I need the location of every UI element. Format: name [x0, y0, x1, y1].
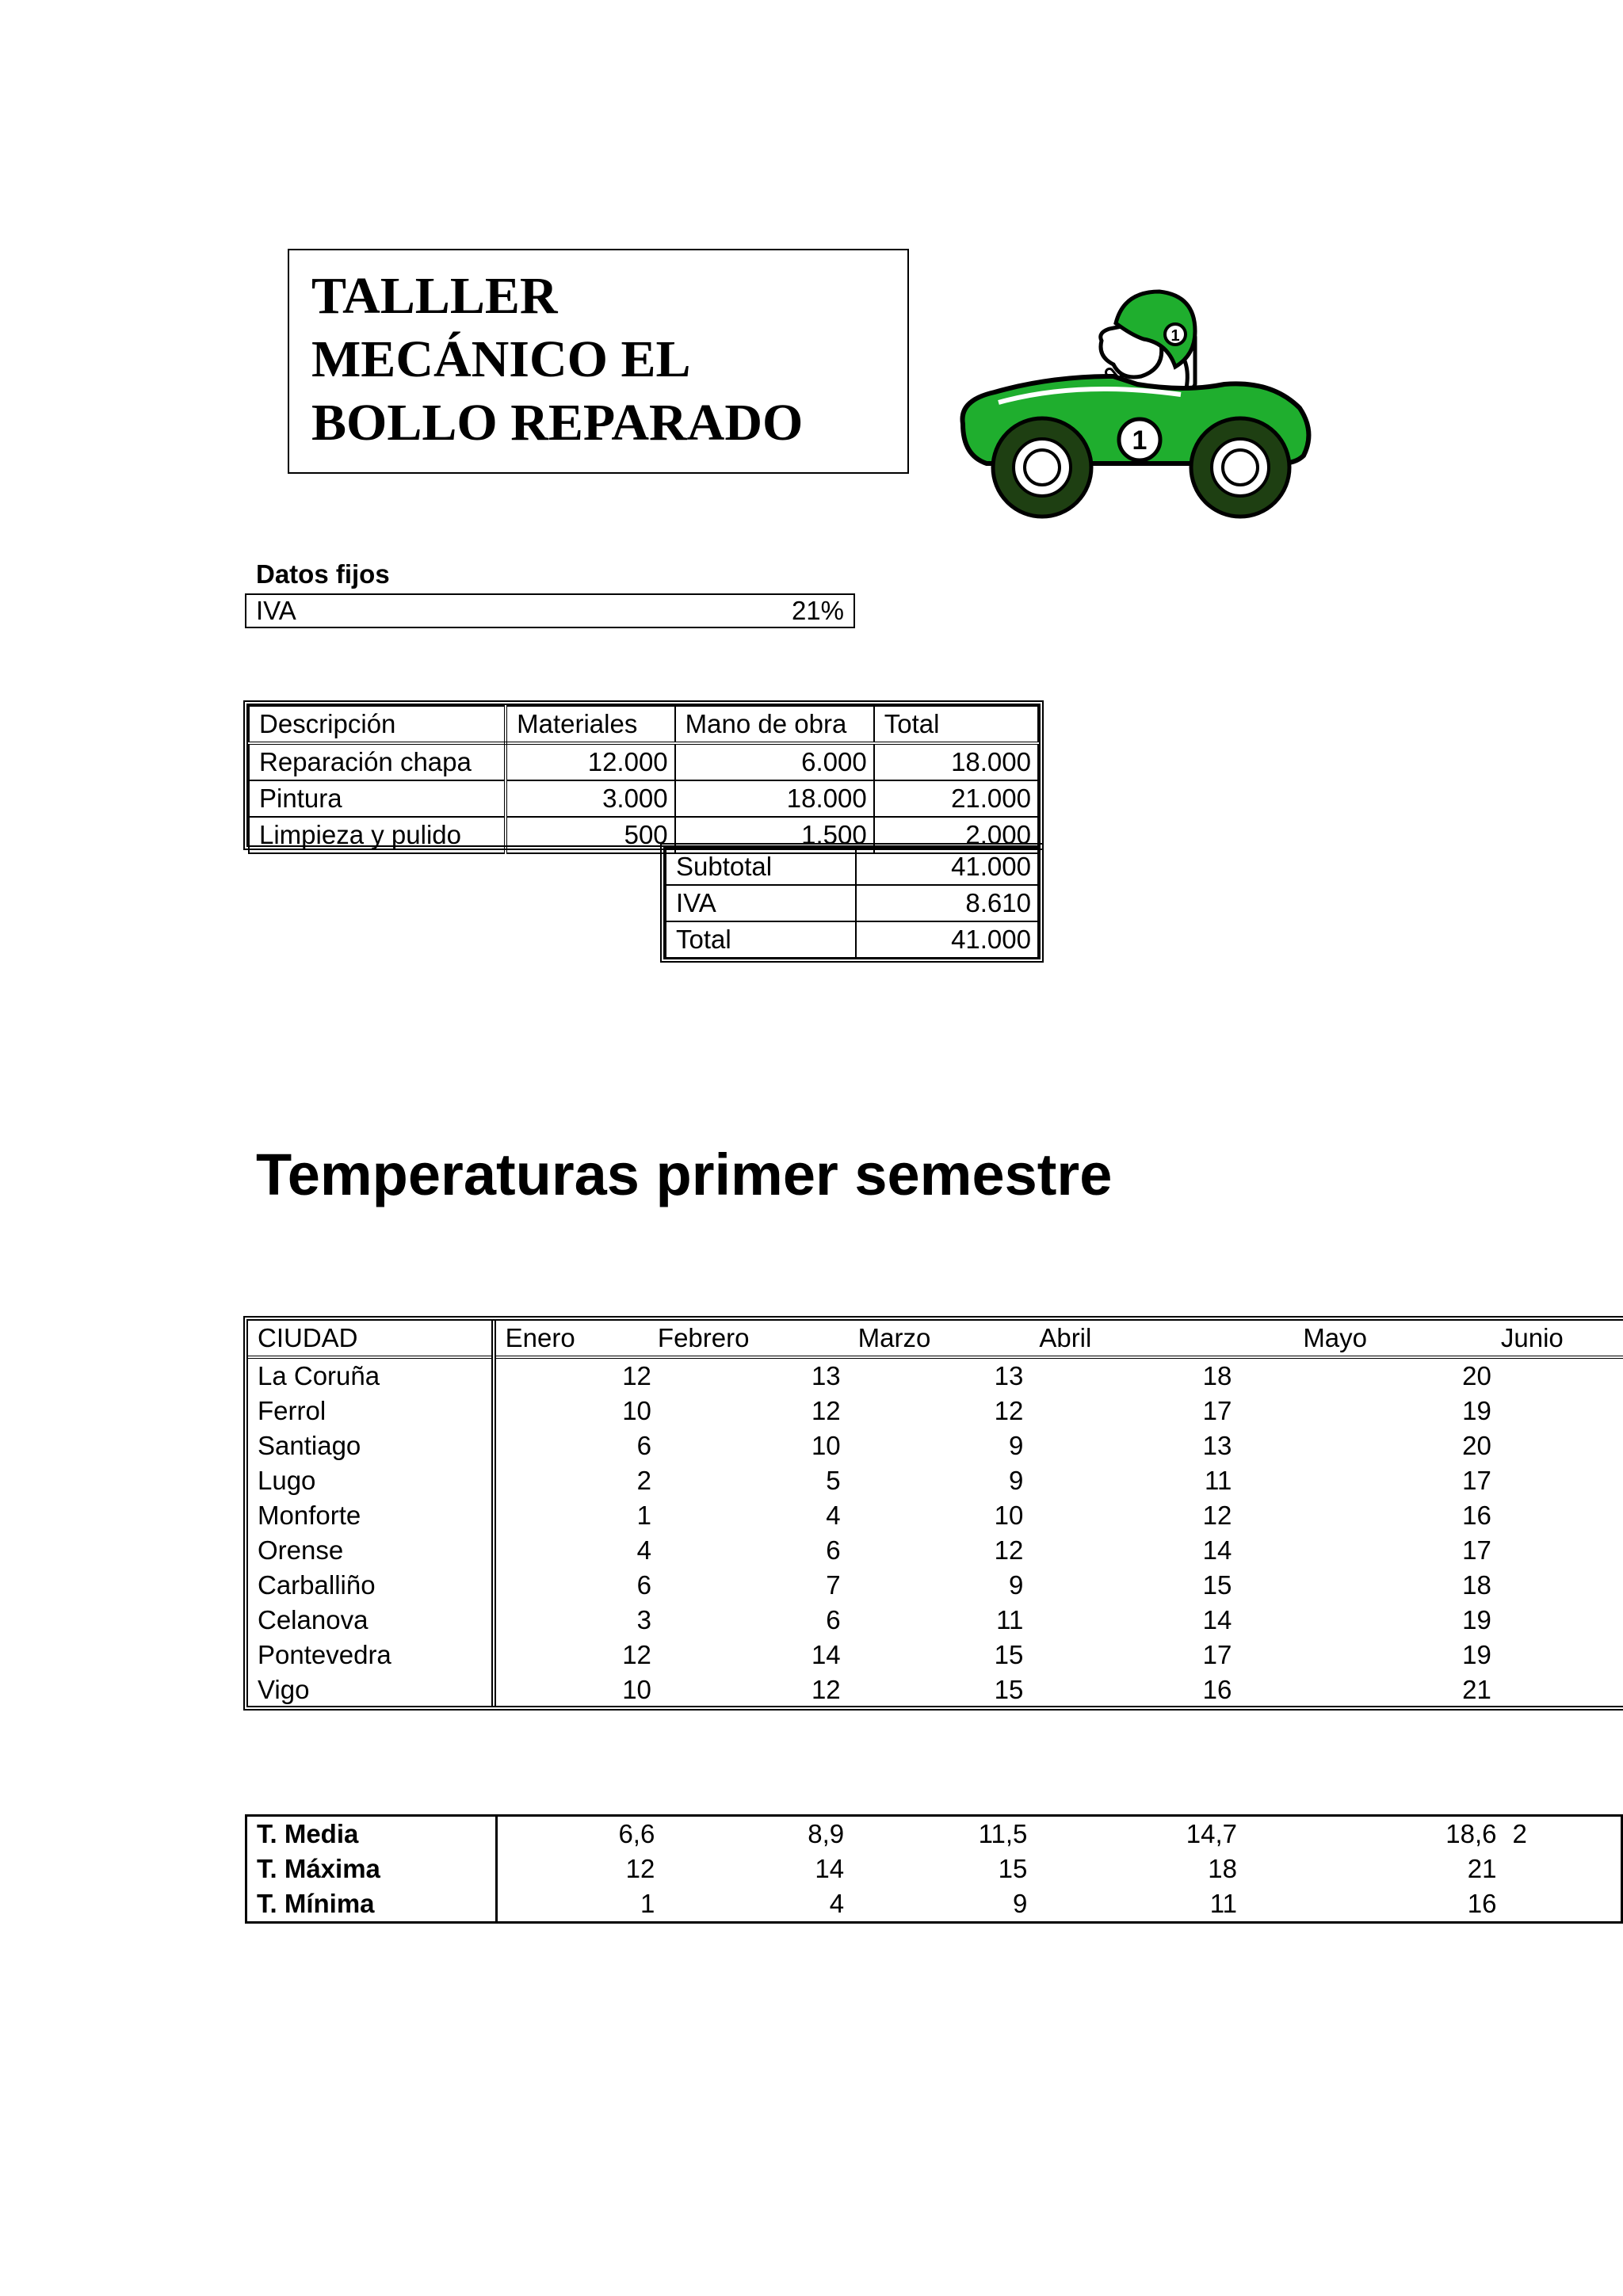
stat-value: 14,7: [1186, 1819, 1237, 1848]
temperatures-header-cell: CIUDAD: [248, 1321, 494, 1357]
invoice-header-row: [249, 706, 1038, 743]
summary-value: 8.610: [856, 885, 1038, 921]
summary-label: Subtotal: [666, 849, 856, 885]
stat-value: 18,6: [1445, 1819, 1497, 1848]
stat-value: 12: [625, 1854, 655, 1883]
temperature-value: 19: [1462, 1640, 1491, 1669]
temperature-value: 13: [994, 1361, 1024, 1390]
summary-label: IVA: [666, 885, 856, 921]
invoice-header-cell: Mano de obra: [675, 706, 874, 743]
temperature-value: 20: [1462, 1361, 1491, 1390]
city-name: Pontevedra: [248, 1638, 494, 1672]
title-line: BOLLO REPARADO: [311, 394, 804, 452]
summary-value: 41.000: [856, 849, 1038, 885]
invoice-cell: 6.000: [675, 743, 874, 780]
temperatures-header-cell: Enero: [494, 1321, 658, 1357]
invoice-cell: Reparación chapa: [249, 743, 506, 780]
stat-value: 21: [1467, 1854, 1497, 1883]
temperature-value: 4: [636, 1535, 651, 1565]
temperature-value: 14: [1202, 1535, 1232, 1565]
city-name: Lugo: [248, 1463, 494, 1498]
temperature-value: 12: [811, 1396, 841, 1425]
car-number: 1: [1132, 425, 1148, 456]
stat-label: T. Media: [246, 1816, 497, 1852]
iva-row: [245, 593, 855, 628]
temperature-value: 6: [826, 1535, 841, 1565]
invoice-header-cell: Descripción: [249, 706, 506, 743]
temperatures-table: [248, 1321, 1623, 1707]
temperature-row: [248, 1463, 1623, 1498]
temperature-value: 5: [826, 1466, 841, 1495]
invoice-row: [249, 780, 1038, 817]
invoice-summary-table: [665, 848, 1039, 959]
temperatures-header-cell: Junio: [1498, 1321, 1623, 1357]
invoice-cell: Pintura: [249, 780, 506, 817]
rear-wheel: [1191, 418, 1289, 517]
temperature-value: 1: [636, 1501, 651, 1530]
temperature-value: 10: [622, 1675, 651, 1704]
stat-row: [246, 1852, 1622, 1886]
temperature-value: 12: [1202, 1501, 1232, 1530]
temperature-value: 18: [1202, 1361, 1232, 1390]
temperature-value: 15: [1202, 1570, 1232, 1600]
city-name: Orense: [248, 1533, 494, 1568]
temperature-value: 7: [826, 1570, 841, 1600]
invoice-cell: 2.000: [874, 817, 1038, 853]
city-name: Santiago: [248, 1428, 494, 1463]
temperature-value: 20: [1462, 1431, 1491, 1460]
temperatures-header-cell: Febrero: [658, 1321, 847, 1357]
stat-value: 4: [829, 1889, 845, 1918]
temperature-value: 4: [826, 1501, 841, 1530]
temperature-value: [1498, 1638, 1623, 1672]
temperature-value: 13: [811, 1361, 841, 1390]
temperature-value: [1498, 1603, 1623, 1638]
title-box: [288, 249, 909, 474]
invoice-cell: 18.000: [675, 780, 874, 817]
temperature-value: 13: [1202, 1431, 1232, 1460]
race-car-illustration: [951, 285, 1323, 531]
temperature-value: 9: [1008, 1570, 1024, 1600]
stat-row: [246, 1886, 1622, 1923]
invoice-cell: 21.000: [874, 780, 1038, 817]
temperature-value: 12: [994, 1396, 1024, 1425]
temperature-value: 17: [1202, 1396, 1232, 1425]
temperature-value: 12: [622, 1361, 651, 1390]
temperature-value: 6: [636, 1431, 651, 1460]
temperatures-title: Temperaturas primer semestre: [256, 1142, 1113, 1207]
temperature-row: [248, 1357, 1623, 1394]
temperature-row: [248, 1568, 1623, 1603]
temperature-value: [1498, 1672, 1623, 1707]
fixed-data-heading: Datos fijos: [256, 559, 390, 589]
temperature-value: 10: [811, 1431, 841, 1460]
city-name: Celanova: [248, 1603, 494, 1638]
temperature-value: 10: [622, 1396, 651, 1425]
temperature-value: 12: [811, 1675, 841, 1704]
temperature-value: 15: [994, 1675, 1024, 1704]
temperature-value: 9: [1008, 1431, 1024, 1460]
invoice-cell: 18.000: [874, 743, 1038, 780]
temperature-value: [1498, 1498, 1623, 1533]
summary-label: Total: [666, 921, 856, 958]
city-name: Ferrol: [248, 1394, 494, 1428]
temperature-value: 3: [636, 1605, 651, 1634]
temperature-value: [1498, 1394, 1623, 1428]
stat-value: 14: [815, 1854, 845, 1883]
temperature-value: [1498, 1428, 1623, 1463]
temperature-value: 11: [1205, 1466, 1232, 1495]
stat-value: 11: [1209, 1889, 1237, 1918]
city-name: Monforte: [248, 1498, 494, 1533]
summary-value: 41.000: [856, 921, 1038, 958]
invoice-table: [248, 705, 1039, 854]
invoice-row: [249, 743, 1038, 780]
city-name: La Coruña: [248, 1357, 494, 1394]
temperatures-header-cell: Mayo: [1238, 1321, 1498, 1357]
temperatures-stats-table: [245, 1814, 1623, 1924]
temperature-value: 19: [1462, 1605, 1491, 1634]
iva-value: 21%: [791, 596, 844, 625]
temperature-value: 21: [1462, 1675, 1491, 1704]
invoice-cell: Limpieza y pulido: [249, 817, 506, 853]
stat-value: [1503, 1886, 1621, 1923]
stat-value: 18: [1208, 1854, 1237, 1883]
temperature-value: 11: [996, 1605, 1024, 1634]
helmet-badge-number: 1: [1170, 327, 1180, 345]
city-name: Vigo: [248, 1672, 494, 1707]
temperature-row: [248, 1394, 1623, 1428]
temperature-value: 19: [1462, 1396, 1491, 1425]
invoice-cell: 3.000: [506, 780, 675, 817]
temperature-value: 18: [1462, 1570, 1491, 1600]
invoice-cell: 1.500: [675, 817, 874, 853]
stat-value: 15: [998, 1854, 1028, 1883]
city-name: Carballiño: [248, 1568, 494, 1603]
stat-value: 2: [1512, 1819, 1527, 1848]
temperature-value: 16: [1462, 1501, 1491, 1530]
temperature-value: 17: [1202, 1640, 1232, 1669]
temperature-value: 6: [826, 1605, 841, 1634]
invoice-cell: 12.000: [506, 743, 675, 780]
invoice-cell: 500: [506, 817, 675, 853]
temperature-value: 16: [1202, 1675, 1232, 1704]
stat-label: T. Máxima: [246, 1852, 497, 1886]
temperature-value: 14: [811, 1640, 841, 1669]
title-line: TALLLER: [311, 267, 558, 325]
temperature-value: 17: [1462, 1535, 1491, 1565]
iva-label: IVA: [256, 596, 296, 625]
temperature-value: 12: [622, 1640, 651, 1669]
temperature-row: [248, 1638, 1623, 1672]
temperature-value: 2: [636, 1466, 651, 1495]
stat-value: 11,5: [978, 1819, 1028, 1848]
temperature-value: [1498, 1463, 1623, 1498]
front-wheel: [993, 418, 1091, 517]
temperature-row: [248, 1533, 1623, 1568]
temperatures-header-cell: Marzo: [847, 1321, 1030, 1357]
stat-row: [246, 1816, 1622, 1852]
stat-value: [1503, 1852, 1621, 1886]
temperatures-header-row: [248, 1321, 1623, 1357]
stat-value: 8,9: [808, 1819, 845, 1848]
title-line: MECÁNICO EL: [311, 330, 691, 388]
invoice-header-cell: Total: [874, 706, 1038, 743]
invoice-header-cell: Materiales: [506, 706, 675, 743]
temperature-value: 17: [1462, 1466, 1491, 1495]
temperature-value: [1498, 1568, 1623, 1603]
temperature-row: [248, 1603, 1623, 1638]
temperature-row: [248, 1428, 1623, 1463]
stat-label: T. Mínima: [246, 1886, 497, 1923]
stat-value: 1: [640, 1889, 655, 1918]
temperatures-header-cell: Abril: [1029, 1321, 1238, 1357]
stat-value: 9: [1012, 1889, 1028, 1918]
temperature-value: 15: [994, 1640, 1024, 1669]
stat-value: 16: [1467, 1889, 1497, 1918]
temperature-value: 12: [994, 1535, 1024, 1565]
temperature-value: 9: [1008, 1466, 1024, 1495]
temperature-value: 14: [1202, 1605, 1232, 1634]
temperature-value: 10: [994, 1501, 1024, 1530]
stat-value: 6,6: [618, 1819, 655, 1848]
temperature-value: 6: [636, 1570, 651, 1600]
summary-row-subtotal: [666, 849, 1038, 885]
temperature-row: [248, 1498, 1623, 1533]
summary-row-total: [666, 921, 1038, 958]
summary-row-iva: [666, 885, 1038, 921]
temperature-row: [248, 1672, 1623, 1707]
temperature-value: [1498, 1533, 1623, 1568]
temperature-value: [1498, 1357, 1623, 1394]
